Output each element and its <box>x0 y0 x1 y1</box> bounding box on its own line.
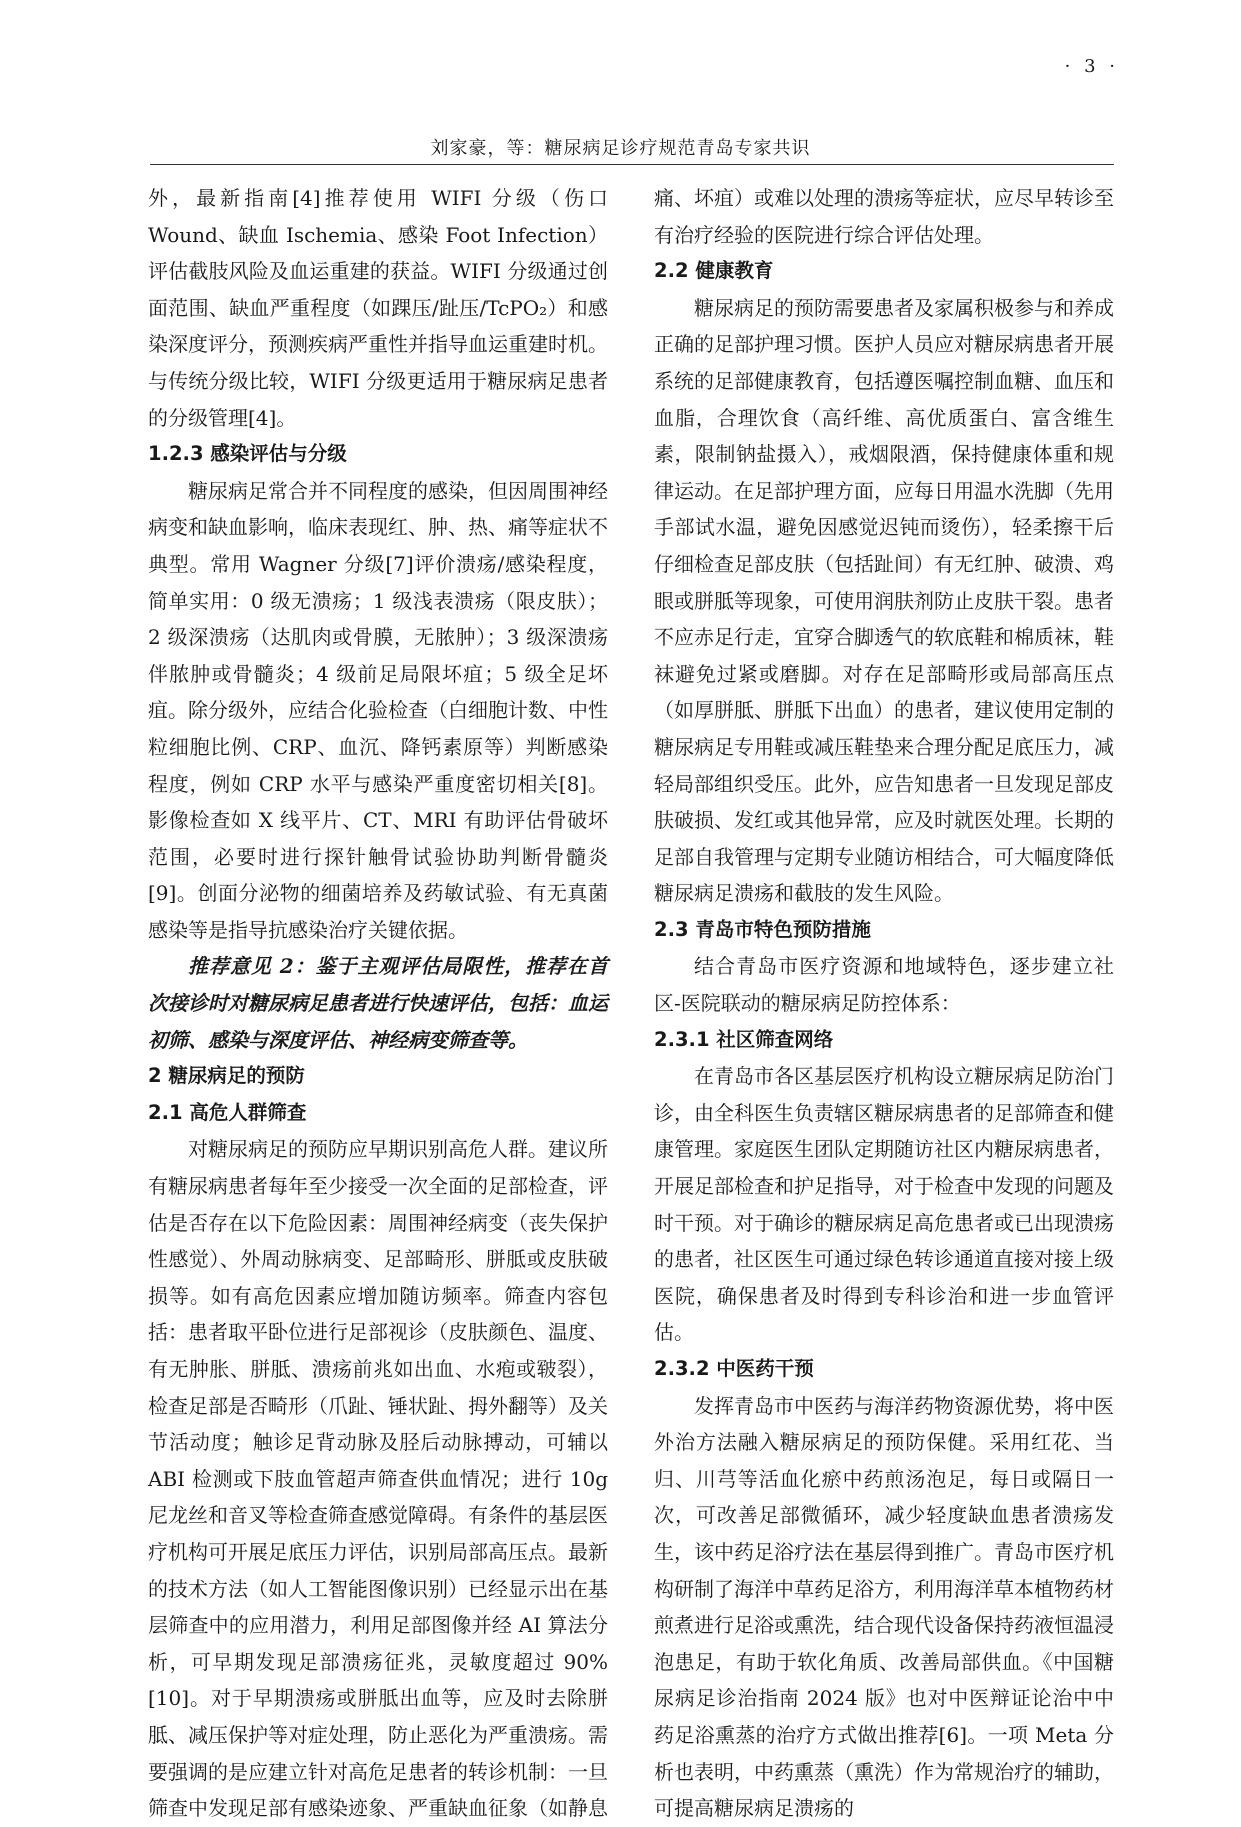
page-number: · 3 · <box>1064 56 1119 77</box>
section-heading: 1.2.3 感染评估与分级 <box>148 442 347 466</box>
paragraph: 对糖尿病足的预防应早期识别高危人群。建议所有糖尿病患者每年至少接受一次全面的足部检查，评估是否存在以下危险因素：周围神经病变（丧失保护性感觉）、外周动脉病变、足部畸形、胼胝或皮肤破损等。如有高危因素应增加随访频率。筛查内容包括：患者取平卧位进行足部视诊（皮肤颜色、温度、有无肿胀、胼胝、溃疡前兆如出血、水疱或皲裂），检查足部是否畸形（爪趾、锤状趾、拇外翻等）及关节活动度；触诊足背动脉及胫后动脉搏动，可辅以 ABI 检测或下肢血管超声筛查供血情况；进行 10g 尼龙丝和音叉等检查筛查感觉障碍。有条件的基层医疗机构可开展足底压力评估，识别局部高压点。最新的技术方法（如人工智能图像识别）已经显示出在基层筛查中的应用潜力，利用足部图像并经 AI 算法分析，可早期发现足部溃疡征兆，灵敏度超过 90%[10]。对于早期溃疡或胼胝出血等，应及时去除胼胝、减压保护等对症处理，防止恶化为严重溃疡。需要强调的是应建立针对高危足患者的转诊机制：一旦筛查中发现足部有感染迹象、严重缺血征象（如静息 <box>148 1137 608 1821</box>
section-heading: 2.3.1 社区筛查网络 <box>654 1027 834 1051</box>
paragraph: 发挥青岛市中医药与海洋药物资源优势，将中医外治方法融入糖尿病足的预防保健。采用红花、当归、川芎等活血化瘀中药煎汤泡足，每日或隔日一次，可改善足部微循环，减少轻度缺血患者溃疡发生，该中药足浴疗法在基层得到推广。青岛市医疗机构研制了海洋中草药足浴方，利用海洋草本植物药材煎煮进行足浴或熏洗，结合现代设备保持药液恒温浸泡患足，有助于软化角质、改善局部供血。《中国糖尿病足诊治指南 2024 版》也对中医辩证论治中中药足浴熏蒸的治疗方式做出推荐[6]。一项 Meta 分析也表明，中药熏蒸（熏洗）作为常规治疗的辅助，可提高糖尿病足溃疡的 <box>654 1393 1114 1821</box>
paragraph: 结合青岛市医疗资源和地域特色，逐步建立社区-医院联动的糖尿病足防控体系： <box>654 954 1114 1016</box>
recommendation: 推荐意见 2：鉴于主观评估局限性，推荐在首次接诊时对糖尿病足患者进行快速评估，包括：血运初筛、感染与深度评估、神经病变筛查等。 <box>148 954 608 1052</box>
section-heading: 2.3 青岛市特色预防措施 <box>654 917 871 941</box>
header-rule <box>150 164 1114 165</box>
section-heading: 2 糖尿病足的预防 <box>148 1064 305 1088</box>
paragraph: 痛、坏疽）或难以处理的溃疡等症状，应尽早转诊至有治疗经验的医院进行综合评估处理。 <box>654 186 1114 247</box>
section-heading: 2.2 健康教育 <box>654 259 774 283</box>
left-column <box>148 180 608 1827</box>
running-head: 刘家豪，等：糖尿病足诊疗规范青岛专家共识 <box>430 138 811 159</box>
section-heading: 2.1 高危人群筛查 <box>148 1100 307 1124</box>
right-column <box>654 180 1114 1827</box>
paragraph: 在青岛市各区基层医疗机构设立糖尿病足防治门诊，由全科医生负责辖区糖尿病患者的足部筛查和健康管理。家庭医生团队定期随访社区内糖尿病患者，开展足部检查和护足指导，对于检查中发现的问题及时干预。对于确诊的糖尿病足高危患者或已出现溃疡的患者，社区医生可通过绿色转诊通道直接对接上级医院，确保患者及时得到专科诊治和进一步血管评估。 <box>654 1064 1114 1345</box>
paragraph: 外，最新指南[4]推荐使用 WIFI 分级（伤口 Wound、缺血 Ischemia、感染 Foot Infection）评估截肢风险及血运重建的获益。WIFI 分级通过创面范围、缺血严重程度（如踝压/趾压/TcPO₂）和感染深度评分，预测疾病严重性并指导血运重建时机。与传统分级比较，WIFI 分级更适用于糖尿病足患者的分级管理[4]。 <box>148 186 608 430</box>
paragraph: 糖尿病足的预防需要患者及家属积极参与和养成正确的足部护理习惯。医护人员应对糖尿病患者开展系统的足部健康教育，包括遵医嘱控制血糖、血压和血脂，合理饮食（高纤维、高优质蛋白、富含维生素，限制钠盐摄入），戒烟限酒，保持健康体重和规律运动。在足部护理方面，应每日用温水洗脚（先用手部试水温，避免因感觉迟钝而烫伤），轻柔擦干后仔细检查足部皮肤（包括趾间）有无红肿、破溃、鸡眼或胼胝等现象，可使用润肤剂防止皮肤干裂。患者不应赤足行走，宜穿合脚透气的软底鞋和棉质袜，鞋袜避免过紧或磨脚。对存在足部畸形或局部高压点（如厚胼胝、胼胝下出血）的患者，建议使用定制的糖尿病足专用鞋或减压鞋垫来合理分配足底压力，减轻局部组织受压。此外，应告知患者一旦发现足部皮肤破损、发红或其他异常，应及时就医处理。长期的足部自我管理与定期专业随访相结合，可大幅度降低糖尿病足溃疡和截肢的发生风险。 <box>654 295 1114 906</box>
section-heading: 2.3.2 中医药干预 <box>654 1357 814 1380</box>
paragraph: 糖尿病足常合并不同程度的感染，但因周围神经病变和缺血影响，临床表现红、肿、热、痛等症状不典型。常用 Wagner 分级[7]评价溃疡/感染程度，简单实用：0 级无溃疡；1 级浅表溃疡（限皮肤）；2 级深溃疡（达肌肉或骨膜，无脓肿）；3 级深溃疡伴脓肿或骨髓炎；4 级前足局限坏疽；5 级全足坏疽。除分级外，应结合化验检查（白细胞计数、中性粒细胞比例、CRP、血沉、降钙素原等）判断感染程度，例如 CRP 水平与感染严重度密切相关[8]。影像检查如 X 线平片、CT、MRI 有助评估骨破坏范围，必要时进行探针触骨试验协助判断骨髓炎[9]。创面分泌物的细菌培养及药敏试验、有无真菌感染等是指导抗感染治疗关键依据。 <box>148 478 608 942</box>
